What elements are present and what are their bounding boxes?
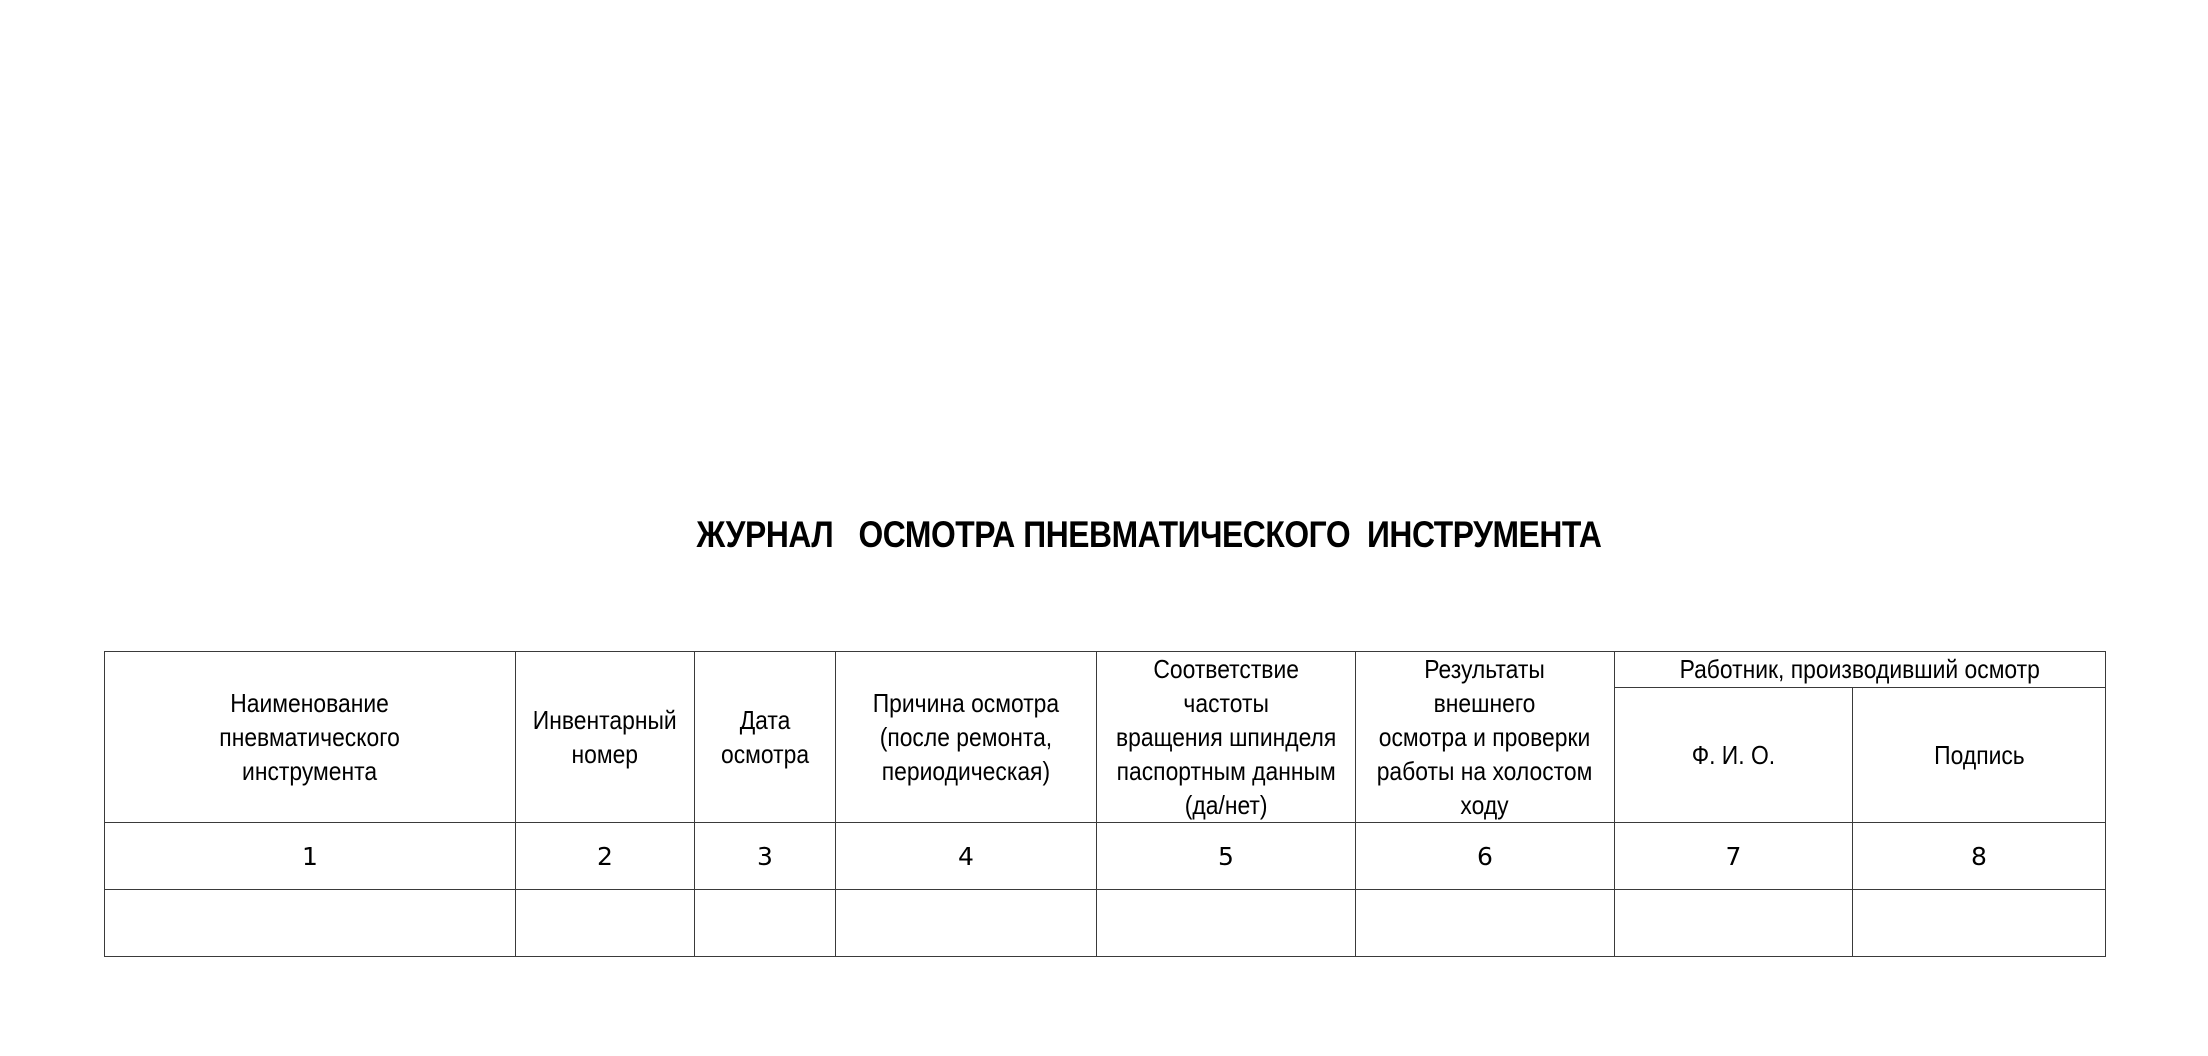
header-row-top — [105, 652, 2106, 688]
column-number-cell: 2 — [516, 823, 695, 890]
column-number-cell: 5 — [1097, 823, 1356, 890]
column-number-cell: 1 — [105, 823, 516, 890]
column-number-row — [105, 823, 2106, 890]
header-cell-inspector-group: Работник, производивший осмотр — [1615, 652, 2106, 688]
table-cell — [105, 890, 516, 957]
header-cell-inspection-reason: Причина осмотра (после ремонта, периодическая) — [836, 652, 1097, 823]
journal-title: ЖУРНАЛ ОСМОТРА ПНЕВМАТИЧЕСКОГО ИНСТРУМЕНТА — [696, 514, 1602, 555]
header-cell-inventory-number: Инвентарный номер — [516, 652, 695, 823]
header-cell-inspection-results: Результаты внешнего осмотра и проверки работы на холостом ходу — [1356, 652, 1615, 823]
header-cell-tool-name: Наименование пневматического инструмента — [105, 652, 516, 823]
table-row — [105, 890, 2106, 957]
column-number-cell: 6 — [1356, 823, 1615, 890]
header-cell-full-name: Ф. И. О. — [1615, 687, 1853, 822]
column-number-cell: 7 — [1615, 823, 1853, 890]
table-cell — [695, 890, 836, 957]
table-cell — [1853, 890, 2106, 957]
header-cell-inspection-date: Дата осмотра — [695, 652, 836, 823]
table-cell — [1356, 890, 1615, 957]
column-number-cell: 4 — [836, 823, 1097, 890]
column-number-cell: 8 — [1853, 823, 2106, 890]
header-cell-spindle-speed-compliance: Соответствие частоты вращения шпинделя паспортным данным (да/нет) — [1097, 652, 1356, 823]
column-number-cell: 3 — [695, 823, 836, 890]
table-cell — [836, 890, 1097, 957]
table-cell — [1097, 890, 1356, 957]
table-cell — [516, 890, 695, 957]
inspection-journal-table — [104, 651, 2106, 957]
header-cell-signature: Подпись — [1853, 687, 2106, 822]
table-cell — [1615, 890, 1853, 957]
